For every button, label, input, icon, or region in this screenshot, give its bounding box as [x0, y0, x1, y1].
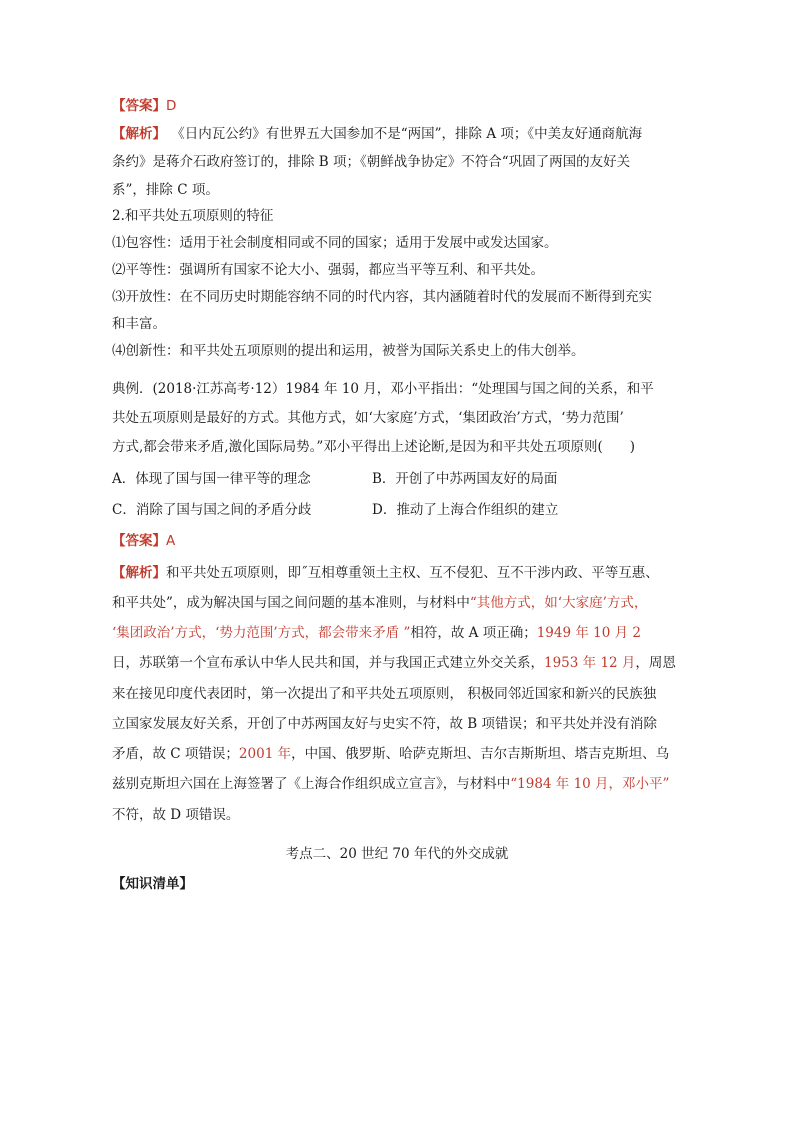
knowledge-label: 【知识清单】: [112, 876, 193, 892]
feature-item: ⑷创新性：和平共处五项原则的提出和运用，被誉为国际关系史上的伟大创举。: [112, 343, 585, 359]
analysis2-line-3: [112, 623, 641, 643]
quoted-material: ‘集团政治’方式，‘势力范围’方式，都会带来矛盾 ”: [112, 625, 411, 641]
answer-line-1: [112, 96, 176, 116]
analysis2-line-6: 立国家发展友好关系，开创了中苏两国友好与史实不符，故 B 项错误；和平共处并没有消除: [112, 716, 658, 732]
section-heading: 2.和平共处五项原则的特征: [112, 208, 274, 224]
analysis-text: 相符，故 A 项正确；: [410, 625, 537, 641]
analysis2-line-5: 来在接见印度代表团时，第一次提出了和平共处五项原则， 积极同邻近国家和新兴的民族独: [112, 686, 657, 702]
answer-line-2: [112, 531, 175, 551]
section-title: 考点二、20 世纪 70 年代的外交成就: [285, 846, 509, 862]
analysis2-line-1: [112, 563, 659, 583]
example-line: 方式,都会带来矛盾,激化国际局势。”邓小平得出上述论断,是因为和平共处五项原则( ): [112, 439, 636, 455]
analysis-text: ，与材料中: [442, 776, 511, 792]
analysis-text: 矛盾，故 C 项错误；: [112, 746, 239, 762]
feature-item: ⑶开放性：在不同历史时期能容纳不同的时代内容，其内涵随着时代的发展而不断得到充实: [112, 289, 652, 305]
analysis-text: ，周恩: [635, 655, 676, 671]
option-c: C．消除了国与国之间的矛盾分歧: [112, 502, 312, 518]
analysis2-line-8: [112, 774, 669, 794]
answer-value: D: [166, 98, 177, 114]
analysis-label: 【解析】: [112, 126, 166, 142]
analysis-text: ，中国、俄罗斯、哈萨克斯坦、吉尔吉斯斯坦、塔吉克斯坦、乌: [291, 746, 670, 762]
answer-label: 【答案】: [112, 98, 166, 114]
feature-item: 和丰富。: [112, 316, 166, 332]
analysis-label: 【解析】: [112, 565, 166, 581]
analysis-text: 和平共处五项原则，即˝互相尊重领土主权、互不侵犯、互不干涉内政、平等互惠、: [166, 565, 659, 581]
analysis2-line-9: 不符，故 D 项错误。: [112, 807, 240, 823]
answer-value: A: [166, 533, 176, 549]
feature-item: ⑵平等性：强调所有国家不论大小、强弱，都应当平等互利、和平共处。: [112, 262, 544, 278]
analysis2-line-4: [112, 653, 676, 673]
answer-label: 【答案】: [112, 533, 166, 549]
analysis-text: 和平共处”，成为解决国与国之间问题的基本准则，与材料中: [112, 595, 470, 611]
analysis-text: 兹别克斯坦六国在上海签署了《上海合作组织成立宣言》: [112, 776, 443, 792]
example-line: 典例．(2018·江苏高考·12）1984 年 10 月，邓小平指出：“处理国与国之间的关系，和平: [112, 381, 654, 397]
feature-item: ⑴包容性：适用于社会制度相同或不同的国家；适用于发展中或发达国家。: [112, 235, 558, 251]
option-b: B．开创了中苏两国友好的局面: [372, 471, 558, 487]
example-line: 共处五项原则是最好的方式。其他方式，如‘大家庭’方式，‘集团政治’方式，‘势力范围’: [112, 410, 624, 426]
analysis-text: 《日内瓦公约》有世界五大国参加不是“两国”，排除 A 项；《中美友好通商航海: [178, 126, 643, 142]
analysis-text: 日，苏联第一个宣布承认中华人民共和国，并与我国正式建立外交关系，: [112, 655, 544, 671]
date-highlight: 1953 年 12 月: [544, 655, 636, 671]
option-a: A．体现了国与国一律平等的理念: [112, 471, 311, 487]
analysis-line-3: 系”，排除 C 项。: [112, 182, 219, 198]
quoted-material: “其他方式，如‘大家庭’方式，: [469, 595, 648, 611]
quoted-material: “1984 年 10 月，邓小平”: [510, 776, 670, 792]
date-highlight: 2001 年: [238, 746, 292, 762]
date-highlight: 1949 年 10 月 2: [536, 625, 641, 641]
analysis-line-1: [112, 124, 642, 144]
option-d: D．推动了上海合作组织的建立: [372, 502, 559, 518]
analysis2-line-2: [112, 593, 647, 613]
analysis2-line-7: [112, 744, 669, 764]
analysis-line-2: 条约》是蒋介石政府签订的，排除 B 项；《朝鲜战争协定》不符合“巩固了两国的友好关: [112, 154, 631, 170]
knowledge-list-label: [112, 874, 193, 894]
